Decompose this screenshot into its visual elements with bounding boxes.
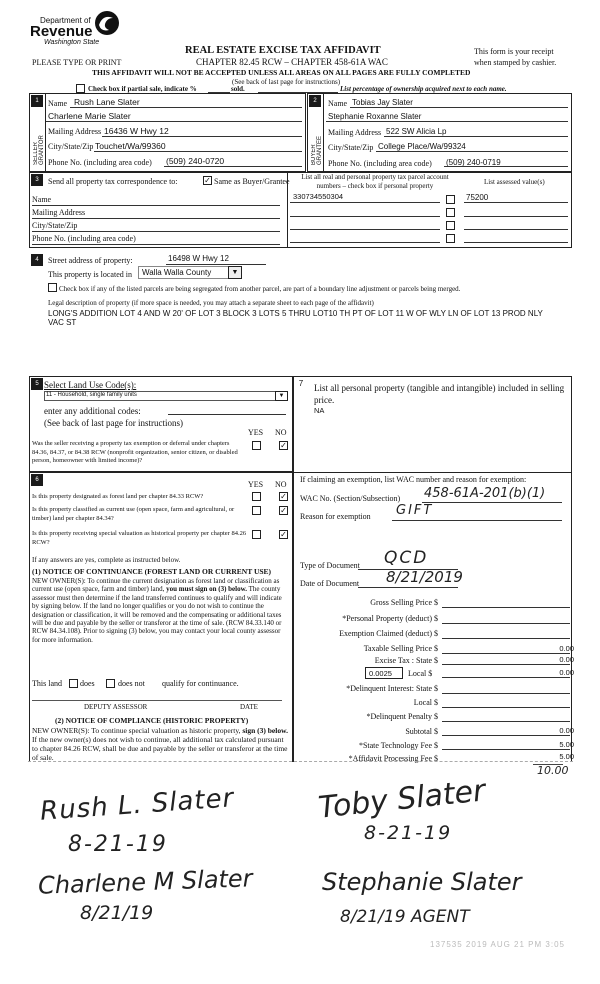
section-4-number: 4 (31, 254, 43, 266)
s5-q1-no[interactable]: ✓ (280, 441, 287, 450)
total-handwritten: 10.00 (537, 764, 569, 777)
tech-fee-label: *State Technology Fee $ (358, 741, 438, 750)
excise-state-label: Excise Tax : State $ (374, 656, 438, 665)
delinq-local-label: Local $ (413, 698, 438, 707)
page-cut-edge (28, 761, 573, 763)
s6-q1: Is this property designated as forest land per chapter 84.33 RCW? (32, 493, 204, 500)
sold-label: sold. (231, 85, 245, 93)
buyer-name-label: Name (328, 99, 348, 108)
doc-type-value[interactable]: QCD (384, 548, 429, 568)
tech-fee-value[interactable]: 5.00 (559, 740, 574, 749)
s5-q1-yes[interactable] (252, 441, 261, 450)
subtotal-value[interactable]: 0.00 (559, 726, 574, 735)
buyer-phone[interactable]: (509) 240-0719 (446, 158, 501, 167)
reason-value[interactable]: GIFT (396, 503, 434, 518)
doc-date-label: Date of Document (300, 579, 360, 588)
assessor-date-label: DATE (240, 703, 258, 711)
buyer-phone-label: Phone No. (including area code) (328, 159, 432, 168)
dor-logo (30, 8, 125, 48)
doc-type-label: Type of Document (300, 561, 360, 570)
seller-name2[interactable]: Charlene Marie Slater (48, 111, 131, 121)
local-rate-value: 0.0025 (369, 669, 392, 678)
affidavit-fee-clip (298, 752, 574, 763)
does-checkbox[interactable] (69, 679, 78, 688)
list-percentage-label: List percentage of ownership acquired next to each name. (340, 85, 507, 93)
legal-label: Legal description of property (if more space is needed, you may attach a separate sheet to each page of the affidavit) (48, 299, 374, 307)
subtotal-label: Subtotal $ (405, 727, 438, 736)
signature-4-date: 8/21/19 AGENT (340, 907, 470, 927)
exemption-deduct-label: Exemption Claimed (deduct) $ (339, 629, 438, 638)
notice1-part-b: you must sign on (3) below. (166, 585, 248, 594)
same-as-buyer-checkbox[interactable]: ✓ (204, 176, 211, 185)
seller-name1[interactable]: Rush Lane Slater (74, 97, 140, 107)
notice2-part-a: NEW OWNER(S): To continue special valuation as historic property, (32, 726, 241, 735)
signature-1-date: 8-21-19 (68, 832, 168, 857)
dept-line1: Department of (40, 16, 91, 25)
local-value[interactable]: 0.00 (559, 668, 574, 677)
buyer-name2[interactable]: Stephanie Roxanne Slater (328, 112, 422, 121)
parcel-personal-checkbox-2[interactable] (446, 208, 455, 217)
personal-deduct-label: *Personal Property (deduct) $ (342, 614, 438, 623)
notice1-body (32, 577, 290, 644)
located-label: This property is located in (48, 270, 132, 279)
does-not-checkbox[interactable] (106, 679, 115, 688)
personal-property-value[interactable]: NA (314, 406, 325, 415)
additional-codes-label: enter any additional codes: (44, 406, 141, 416)
buyer-city-label: City/State/Zip (328, 143, 374, 152)
see-back-land: (See back of last page for instructions) (44, 418, 183, 428)
see-back-top: (See back of last page for instructions) (232, 78, 341, 86)
section-6-number: 6 (31, 474, 43, 486)
seller-mailing[interactable]: 16436 W Hwy 12 (104, 126, 169, 136)
street-address[interactable]: 16498 W Hwy 12 (168, 254, 229, 263)
county-value: Walla Walla County (142, 268, 212, 277)
section-3-number: 3 (31, 174, 43, 186)
s5-yes-header: YES (248, 428, 264, 437)
signature-3: Toby Slater (316, 773, 487, 826)
dept-line2: Revenue (30, 23, 93, 40)
buyer-city[interactable]: College Place/Wa/99324 (378, 142, 466, 151)
signature-1: Rush L. Slater (39, 783, 236, 827)
delinq-penalty-label: *Delinquent Penalty $ (366, 712, 438, 721)
taxable-selling-value[interactable]: 0.00 (559, 644, 574, 653)
gross-selling-label: Gross Selling Price $ (370, 598, 438, 607)
taxable-selling-label: Taxable Selling Price $ (363, 644, 438, 653)
parcel-personal-checkbox-3[interactable] (446, 221, 455, 230)
s6-q3: Is this property receiving special valuation as historical property per chapter 84.26 RCW? (32, 530, 247, 546)
form-title: REAL ESTATE EXCISE TAX AFFIDAVIT (185, 45, 381, 56)
receipt-line2: when stamped by cashier. (474, 58, 557, 67)
buyer-name1[interactable]: Tobias Jay Slater (352, 98, 413, 107)
this-land-label: This land (32, 679, 62, 688)
section-5-number: 5 (31, 378, 43, 390)
affidavit-fee-label: *Affidavit Processing Fee $ (348, 754, 438, 763)
delinq-state-label: *Delinquent Interest: State $ (346, 684, 438, 693)
signature-4: Stephanie Slater (322, 868, 522, 896)
seller-side-label: SELLER GRANTOR (33, 135, 45, 165)
partial-sale-checkbox[interactable] (76, 84, 85, 93)
seller-phone-label: Phone No. (including area code) (48, 158, 152, 167)
seller-city-label: City/State/Zip (48, 142, 94, 151)
signature-3-date: 8-21-19 (364, 822, 453, 844)
seller-phone[interactable]: (509) 240-0720 (166, 156, 225, 166)
s5-q1: Was the seller receiving a property tax exemption or deferral under chapters 84.36, 84.37, or 84.38 RCW (nonprofit organization, senior citizen, or disabled person, homeowner with limited income)? (32, 440, 238, 464)
doc-date-value[interactable]: 8/21/2019 (386, 568, 463, 586)
county-dropdown-arrow-icon[interactable]: ▼ (228, 266, 242, 279)
wac-value[interactable]: 458-61A-201(b)(1) (424, 486, 546, 501)
s5-no-header: NO (275, 428, 287, 437)
buyer-mailing-label: Mailing Address (328, 128, 382, 137)
s6-no-header: NO (275, 480, 287, 489)
deputy-assessor-label: DEPUTY ASSESSOR (84, 703, 148, 711)
signature-2: Charlene M Slater (37, 864, 254, 900)
section-1-number: 1 (31, 95, 43, 107)
seller-name-label: Name (48, 99, 68, 108)
notice1-title: (1) NOTICE OF CONTINUANCE (FOREST LAND OR CURRENT USE) (32, 567, 272, 576)
reason-label: Reason for exemption (300, 512, 371, 521)
notice1-part-c: The county assessor must then determine if the land transferred continues to qualify and will indicate by signing below. If the land no longer qualifies or you do not wish to continue the designation or classification, it will be removed and the compensating or additional taxes will be due and payable by the seller or transferor at the time of sale. (RCW 84.33.140 or RCW 84.34.108). Prior to signing (3) below, you may contact your local county assessor for more information. (32, 585, 282, 644)
s6-q3-yes[interactable] (252, 530, 261, 539)
notice2-title: (2) NOTICE OF COMPLIANCE (HISTORIC PROPERTY) (55, 716, 249, 725)
s6-q1-yes[interactable] (252, 492, 261, 501)
personal-property-label: List all personal property (tangible and intangible) included in selling price. (314, 383, 565, 405)
section-2-number: 2 (309, 95, 321, 107)
land-use-label: Select Land Use Code(s): (44, 380, 137, 390)
buyer-mailing[interactable]: 522 SW Alicia Lp (386, 127, 447, 136)
wac-label: WAC No. (Section/Subsection) (300, 494, 401, 503)
buyer-side-label: BUYER GRANTEE (311, 135, 323, 165)
affidavit-fee-value[interactable]: 5.00 (559, 752, 574, 761)
local-label: Local $ (408, 669, 433, 678)
dept-line3: Washington State (44, 39, 100, 46)
notice2-part-c: If the new owner(s) does not wish to continue, all additional tax calculated pursuant to chapter 84.26 RCW, shall be due and payable by the seller or transferor at the time of sale. (32, 735, 288, 762)
land-use-value: 11 - Household, single family units (46, 392, 137, 398)
signature-2-date: 8/21/19 (80, 902, 154, 924)
corr-city-label: City/State/Zip (32, 221, 78, 230)
seller-city[interactable]: Touchet/Wa/99360 (95, 141, 166, 151)
does-label: does (80, 679, 95, 688)
parcel-personal-checkbox-1[interactable] (446, 195, 455, 204)
form-chapter: CHAPTER 82.45 RCW – CHAPTER 458-61A WAC (196, 57, 388, 67)
notice1-part-a: NEW OWNER(S): To continue the current designation as forest land or classification as current use (open space, farm and timber) land, (32, 577, 280, 594)
s6-yes-header: YES (248, 480, 264, 489)
form-warning: THIS AFFIDAVIT WILL NOT BE ACCEPTED UNLESS ALL AREAS ON ALL PAGES ARE FULLY COMPLETED (92, 68, 471, 77)
s6-q2-yes[interactable] (252, 506, 261, 515)
segregated-label: Check box if any of the listed parcels are being segregated from another parcel, are part of a boundary line adjustment or parcels being merged. (59, 285, 461, 293)
same-as-buyer-label: Same as Buyer/Grantee (214, 177, 290, 186)
street-label: Street address of property: (48, 256, 133, 265)
does-not-label: does not (118, 679, 145, 688)
notice2-body (32, 726, 290, 760)
s6-if-yes: If any answers are yes, complete as instructed below. (32, 556, 181, 564)
parcel-header: List all real and personal property tax parcel account numbers – check box if personal property (301, 173, 449, 190)
corr-phone-label: Phone No. (including area code) (32, 234, 136, 243)
parcel-number[interactable]: 330734550304 (293, 192, 344, 201)
corr-name-label: Name (32, 195, 52, 204)
corr-mailing-label: Mailing Address (32, 208, 86, 217)
assessed-value[interactable]: 75200 (466, 193, 489, 202)
qualify-label: qualify for continuance. (162, 679, 239, 688)
legal-description[interactable]: LONG'S ADDITION LOT 4 AND W 20' OF LOT 3 BLOCK 3 LOTS 5 THRU LOT10 TH PT OF LOT 11 W OF WLY LN OF LOT 13 PROD NLY VAC ST (48, 309, 543, 327)
segregated-checkbox[interactable] (48, 283, 57, 292)
land-use-dropdown-arrow-icon[interactable]: ▼ (275, 391, 288, 401)
please-type: PLEASE TYPE OR PRINT (32, 58, 122, 67)
parcel-personal-checkbox-4[interactable] (446, 234, 455, 243)
seller-mailing-label: Mailing Address (48, 127, 102, 136)
receipt-line1: This form is your receipt (474, 47, 554, 56)
send-correspondence-label: Send all property tax correspondence to: (48, 177, 178, 186)
notice2-part-b: sign (3) below. (242, 726, 288, 735)
excise-state-value[interactable]: 0.00 (559, 655, 574, 664)
assessed-header: List assessed value(s) (484, 178, 545, 186)
s6-q3-no[interactable]: ✓ (280, 530, 287, 539)
exemption-label: If claiming an exemption, list WAC number and reason for exemption: (300, 475, 527, 484)
section-7-number: 7 (295, 378, 307, 390)
dor-swirl-icon (93, 10, 121, 36)
s6-q1-no[interactable]: ✓ (280, 492, 287, 501)
s6-q2: Is this property classified as current use (open space, farm and agricultural, or timber) land per chapter 84.34? (32, 506, 235, 522)
recording-stamp: 137535 2019 AUG 21 PM 3:05 (430, 940, 565, 949)
partial-sale-label: Check box if partial sale, indicate % (88, 85, 197, 93)
s6-q2-no[interactable]: ✓ (280, 506, 287, 515)
